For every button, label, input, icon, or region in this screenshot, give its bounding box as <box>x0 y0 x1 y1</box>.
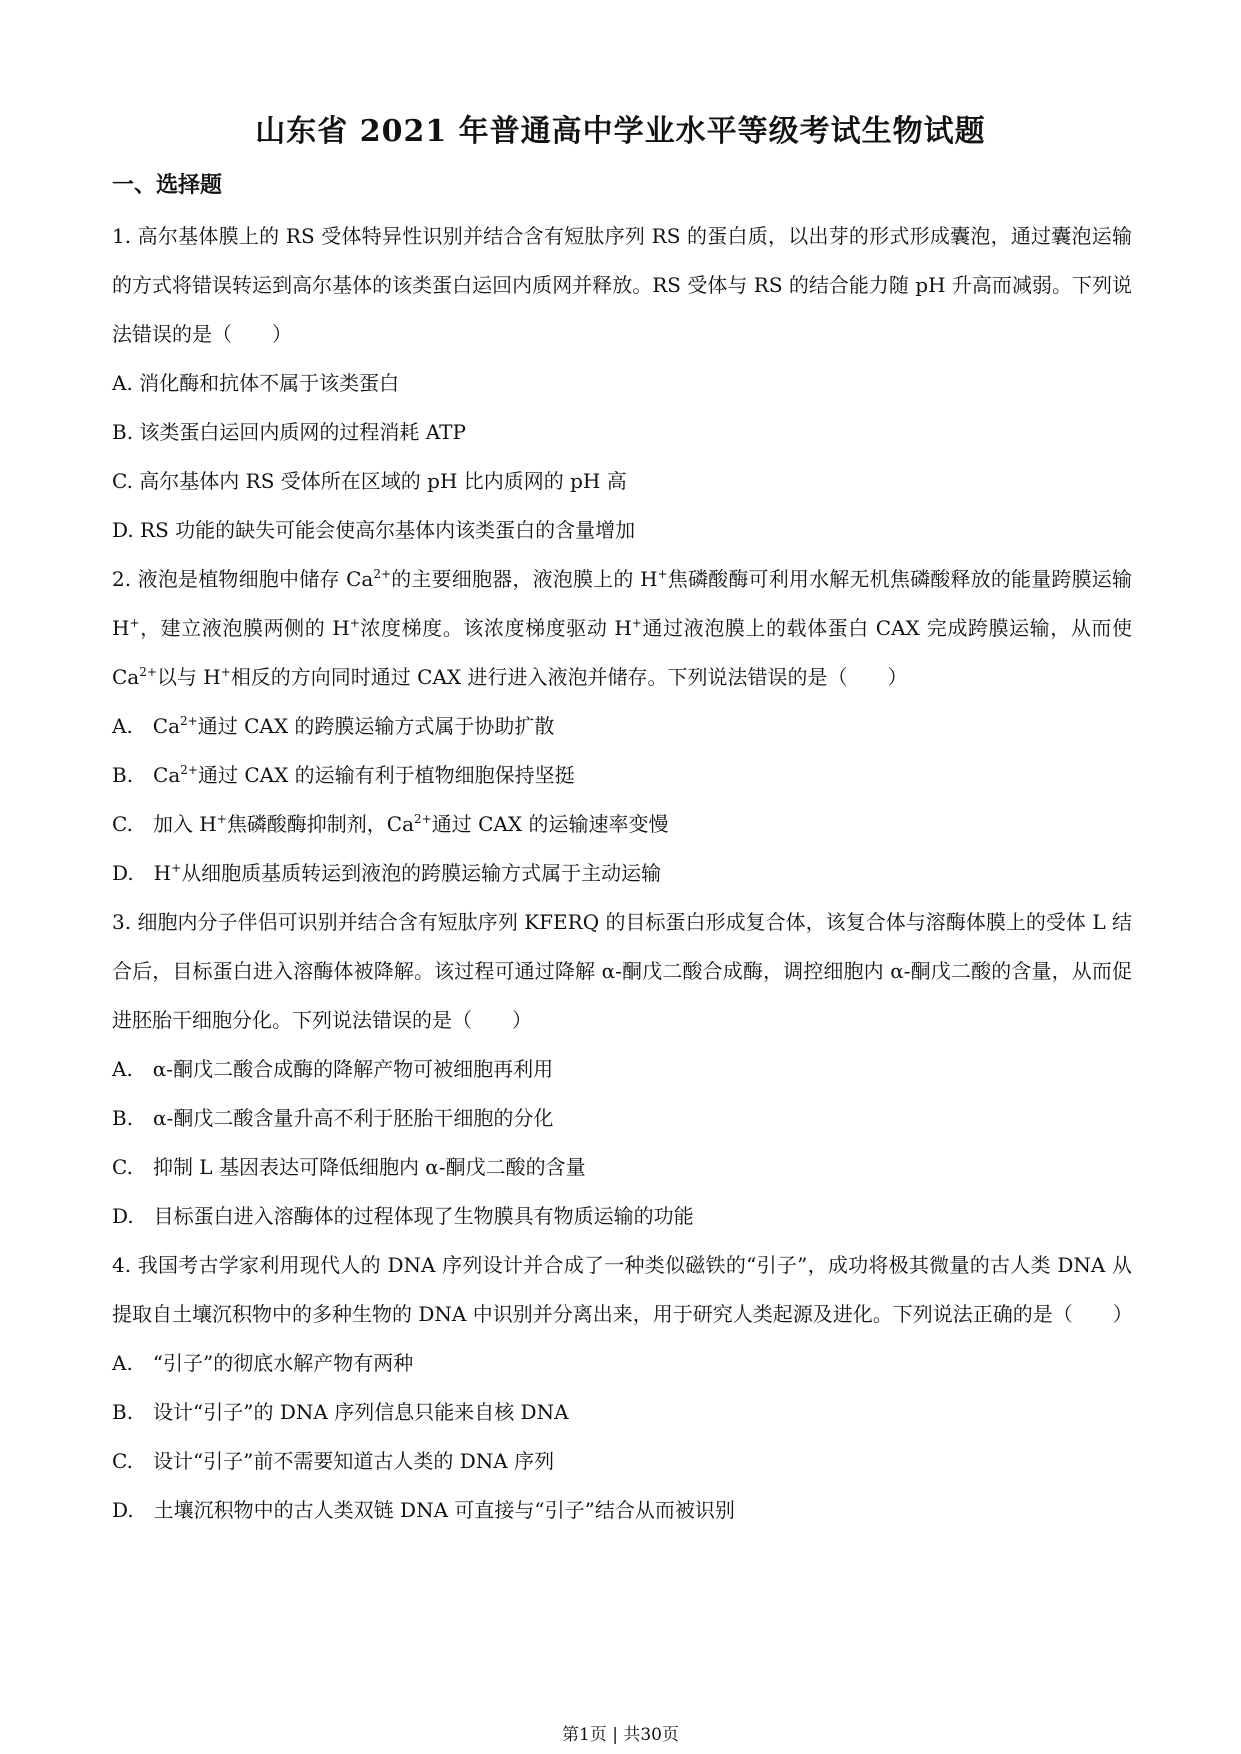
document-title: 山东省 2021 年普通高中学业水平等级考试生物试题 <box>255 114 986 149</box>
page-footer: 第1页 | 共30页 <box>562 1725 679 1745</box>
section-heading: 一、选择题 <box>112 172 223 198</box>
question-2-stem: 2. 液泡是植物细胞中储存 $Ca^{2+}$的主要细胞器，液泡膜上的 H+焦磷酸酶可利用水解无机焦磷酸释放的能量跨膜运输 H+，建立液泡膜两侧的 H+浓度梯度。该浓度梯度驱动 H+通过液泡膜上的载体蛋白 CAX 完成跨膜运输，从而使 $Ca^{2+}$以与 H+相反的方向同时通过 CAX 进行进入液泡并储存。下列说法错误的是（ ） <box>112 567 1132 689</box>
question-2-option-b: B. $Ca^{2+}$通过 CAX 的运输有利于植物细胞保持坚挺 <box>112 763 575 787</box>
questions-container <box>112 212 1132 1535</box>
question-4-option-b: B. 设计“引子”的 DNA 序列信息只能来自核 DNA <box>112 1400 569 1424</box>
question-4-option-d: D. 土壤沉积物中的古人类双链 DNA 可直接与“引子”结合从而被识别 <box>112 1498 735 1522</box>
question-1-option-b: B. 该类蛋白运回内质网的过程消耗 ATP <box>112 420 466 444</box>
question-2-option-a: A. $Ca^{2+}$通过 CAX 的跨膜运输方式属于协助扩散 <box>112 714 555 738</box>
question-3-option-a: A. α-酮戊二酸合成酶的降解产物可被细胞再利用 <box>112 1057 554 1081</box>
question-3-option-d: D. 目标蛋白进入溶酶体的过程体现了生物膜具有物质运输的功能 <box>112 1204 694 1228</box>
question-4-option-c: C. 设计“引子”前不需要知道古人类的 DNA 序列 <box>112 1449 555 1473</box>
question-3-option-c: C. 抑制 L 基因表达可降低细胞内 α-酮戊二酸的含量 <box>112 1155 586 1179</box>
question-1-option-d: D. RS 功能的缺失可能会使高尔基体内该类蛋白的含量增加 <box>112 518 636 542</box>
question-3-stem: 3. 细胞内分子伴侣可识别并结合含有短肽序列 KFERQ 的目标蛋白形成复合体，该复合体与溶酶体膜上的受体 L 结合后，目标蛋白进入溶酶体被降解。该过程可通过降解 α-酮戊二酸合成酶，调控细胞内 α-酮戊二酸的含量，从而促进胚胎干细胞分化。下列说法错误的是（ ） <box>112 910 1132 1032</box>
question-1-stem: 1. 高尔基体膜上的 RS 受体特异性识别并结合含有短肽序列 RS 的蛋白质，以出芽的形式形成囊泡，通过囊泡运输的方式将错误转运到高尔基体的该类蛋白运回内质网并释放。RS 受体与 RS 的结合能力随 pH 升高而减弱。下列说法错误的是（ ） <box>112 224 1132 346</box>
question-3-option-b: B. α-酮戊二酸含量升高不利于胚胎干细胞的分化 <box>112 1106 554 1130</box>
question-2-option-c: C. 加入 H+焦磷酸酶抑制剂，$Ca^{2+}$通过 CAX 的运输速率变慢 <box>112 812 669 836</box>
question-2-option-d: D. H+从细胞质基质转运到液泡的跨膜运输方式属于主动运输 <box>112 861 662 885</box>
question-1-option-a: A. 消化酶和抗体不属于该类蛋白 <box>112 371 400 395</box>
question-4-option-a: A. “引子”的彻底水解产物有两种 <box>112 1351 414 1375</box>
question-1-option-c: C. 高尔基体内 RS 受体所在区域的 pH 比内质网的 pH 高 <box>112 469 627 493</box>
question-4-stem: 4. 我国考古学家利用现代人的 DNA 序列设计并合成了一种类似磁铁的“引子”，成功将极其微量的古人类 DNA 从提取自土壤沉积物中的多种生物的 DNA 中识别并分离出来，用于研究人类起源及进化。下列说法正确的是（ ） <box>112 1253 1133 1326</box>
